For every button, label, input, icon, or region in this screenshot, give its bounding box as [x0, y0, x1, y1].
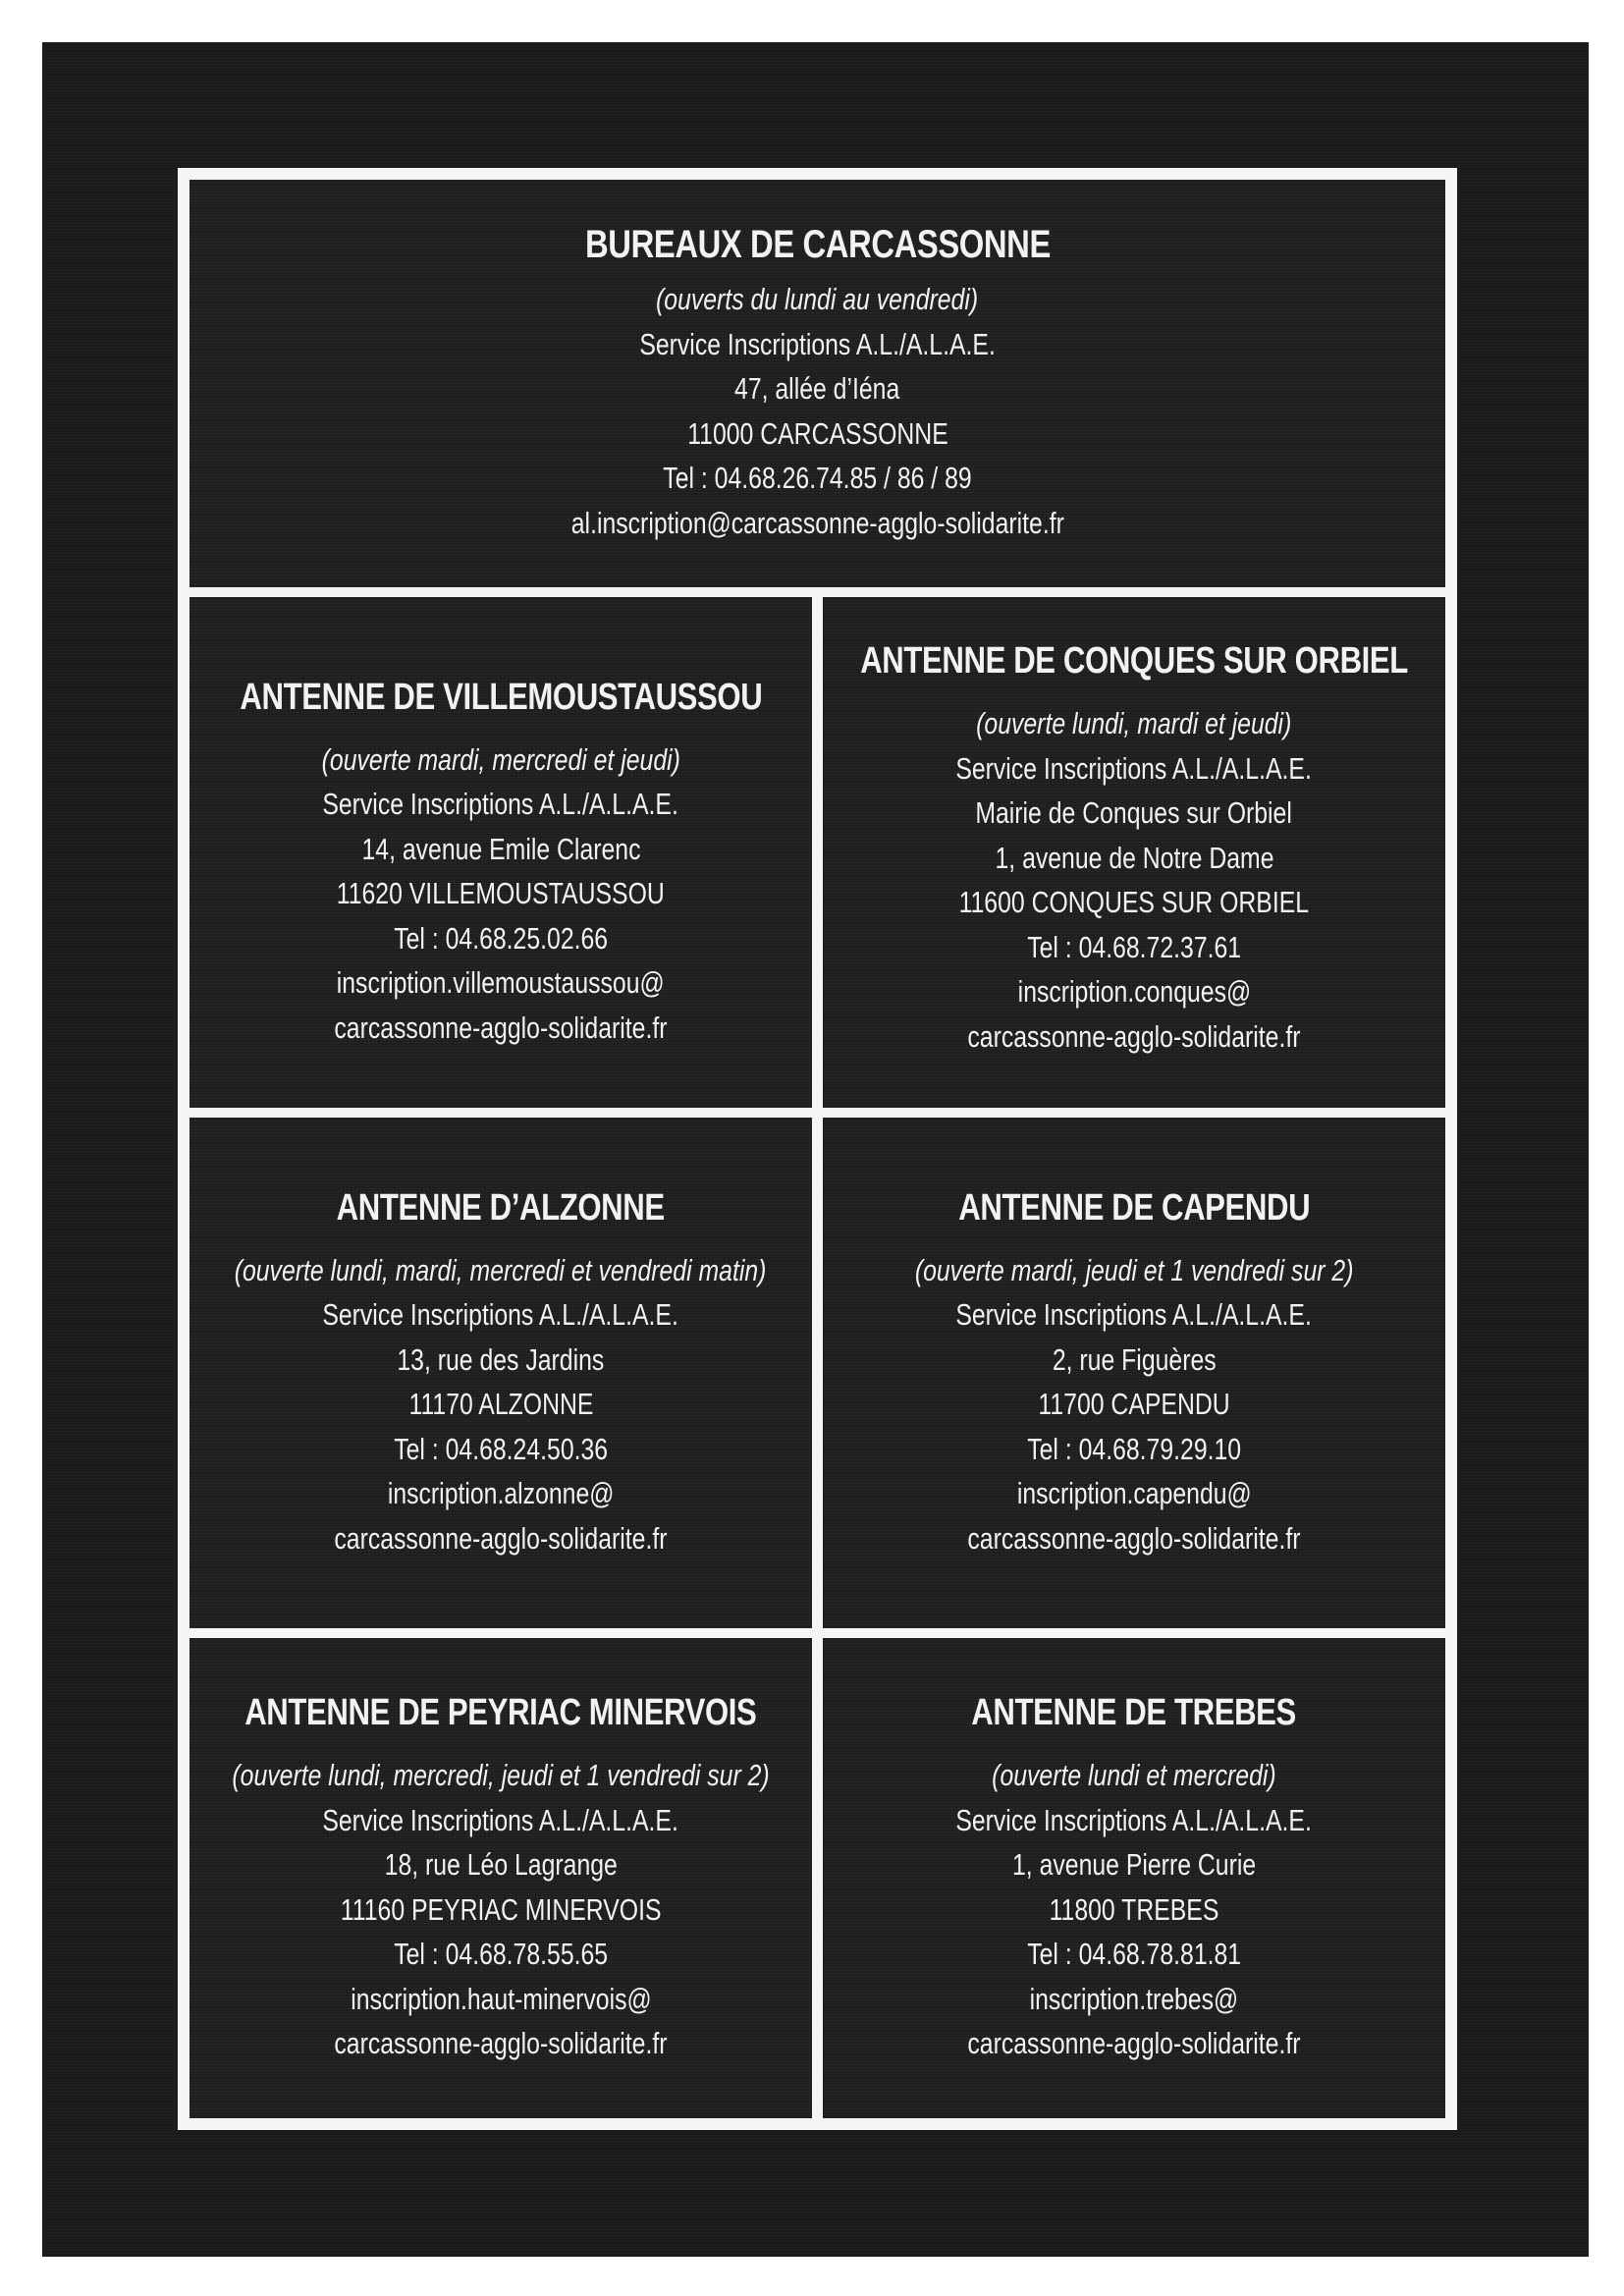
office-email-domain: carcassonne-agglo-solidarite.fr: [967, 1018, 1301, 1054]
office-city: 11800 TREBES: [1049, 1891, 1219, 1927]
office-hours: (ouverte lundi, mardi, mercredi et vendredi matin): [235, 1252, 767, 1287]
office-service: Service Inscriptions A.L./A.L.A.E.: [955, 750, 1313, 786]
office-phone: Tel : 04.68.26.74.85 / 86 / 89: [663, 461, 972, 495]
office-address-line: 13, rue des Jardins: [397, 1341, 605, 1377]
offices-grid: [178, 168, 1457, 2130]
office-address-line: Mairie de Conques sur Orbiel: [975, 795, 1293, 830]
office-city: 11700 CAPENDU: [1038, 1387, 1230, 1422]
office-city: 11000 CARCASSONNE: [686, 415, 948, 451]
office-card-carcassonne: [189, 180, 1445, 587]
office-address-line: 18, rue Léo Lagrange: [384, 1847, 618, 1883]
office-card-conques: [823, 597, 1445, 1108]
office-phone: Tel : 04.68.25.02.66: [394, 920, 608, 956]
office-service: Service Inscriptions A.L./A.L.A.E.: [639, 326, 996, 361]
office-city: 11160 PEYRIAC MINERVOIS: [340, 1891, 662, 1927]
office-email-domain: carcassonne-agglo-solidarite.fr: [967, 2026, 1301, 2061]
office-email: al.inscription@carcassonne-agglo-solidarite.fr: [570, 505, 1064, 540]
office-email: inscription.capendu@: [1016, 1476, 1252, 1511]
office-card-villemoustaussou: [189, 597, 812, 1108]
office-email: inscription.conques@: [1017, 974, 1251, 1009]
office-card-peyriac: [189, 1638, 812, 2118]
office-title: BUREAUX DE CARCASSONNE: [584, 223, 1051, 266]
office-service: Service Inscriptions A.L./A.L.A.E.: [322, 1297, 679, 1333]
office-title: ANTENNE DE CONQUES SUR ORBIEL: [860, 640, 1408, 682]
office-email: inscription.haut-minervois@: [350, 1981, 652, 2016]
office-service: Service Inscriptions A.L./A.L.A.E.: [322, 787, 679, 822]
office-city: 11620 VILLEMOUSTAUSSOU: [336, 876, 666, 911]
document-sheet: [42, 42, 1589, 2257]
office-hours: (ouverte mardi, mercredi et jeudi): [321, 741, 680, 777]
office-title: ANTENNE DE TREBES: [971, 1692, 1297, 1734]
office-email-domain: carcassonne-agglo-solidarite.fr: [334, 2026, 668, 2061]
office-phone: Tel : 04.68.24.50.36: [394, 1431, 608, 1466]
office-address-line: 2, rue Figuères: [1052, 1341, 1217, 1377]
office-hours: (ouverte lundi et mercredi): [992, 1758, 1276, 1793]
office-address-line: 1, avenue Pierre Curie: [1011, 1847, 1257, 1883]
office-phone: Tel : 04.68.78.55.65: [394, 1937, 608, 1972]
office-address-line: 1, avenue de Notre Dame: [995, 840, 1273, 875]
office-address-line: 14, avenue Emile Clarenc: [360, 831, 640, 866]
office-title: ANTENNE DE PEYRIAC MINERVOIS: [244, 1692, 757, 1734]
office-email-domain: carcassonne-agglo-solidarite.fr: [334, 1010, 668, 1045]
office-title: ANTENNE DE CAPENDU: [958, 1186, 1310, 1229]
office-city: 11600 CONQUES SUR ORBIEL: [958, 885, 1310, 919]
office-email-domain: carcassonne-agglo-solidarite.fr: [967, 1520, 1301, 1556]
office-phone: Tel : 04.68.78.81.81: [1027, 1937, 1241, 1972]
office-card-alzonne: [189, 1118, 812, 1628]
office-card-capendu: [823, 1118, 1445, 1628]
office-hours: (ouverte lundi, mercredi, jeudi et 1 vendredi sur 2): [232, 1758, 770, 1793]
office-email-domain: carcassonne-agglo-solidarite.fr: [334, 1520, 668, 1556]
office-card-trebes: [823, 1638, 1445, 2118]
office-email: inscription.alzonne@: [387, 1476, 615, 1511]
office-city: 11170 ALZONNE: [408, 1387, 593, 1422]
office-address-line: 47, allée d’Iéna: [734, 371, 900, 406]
office-hours: (ouverte mardi, jeudi et 1 vendredi sur 2): [914, 1252, 1354, 1287]
office-service: Service Inscriptions A.L./A.L.A.E.: [955, 1802, 1313, 1837]
office-email: inscription.trebes@: [1029, 1981, 1239, 2016]
office-email: inscription.villemoustaussou@: [337, 965, 665, 1001]
office-phone: Tel : 04.68.72.37.61: [1027, 929, 1241, 964]
office-service: Service Inscriptions A.L./A.L.A.E.: [322, 1802, 679, 1837]
office-hours: (ouverts du lundi au vendredi): [656, 282, 979, 316]
office-phone: Tel : 04.68.79.29.10: [1027, 1431, 1241, 1466]
office-service: Service Inscriptions A.L./A.L.A.E.: [955, 1297, 1313, 1333]
office-title: ANTENNE D’ALZONNE: [336, 1186, 666, 1229]
office-hours: (ouverte lundi, mardi et jeudi): [976, 706, 1292, 740]
office-title: ANTENNE DE VILLEMOUSTAUSSOU: [240, 676, 762, 718]
